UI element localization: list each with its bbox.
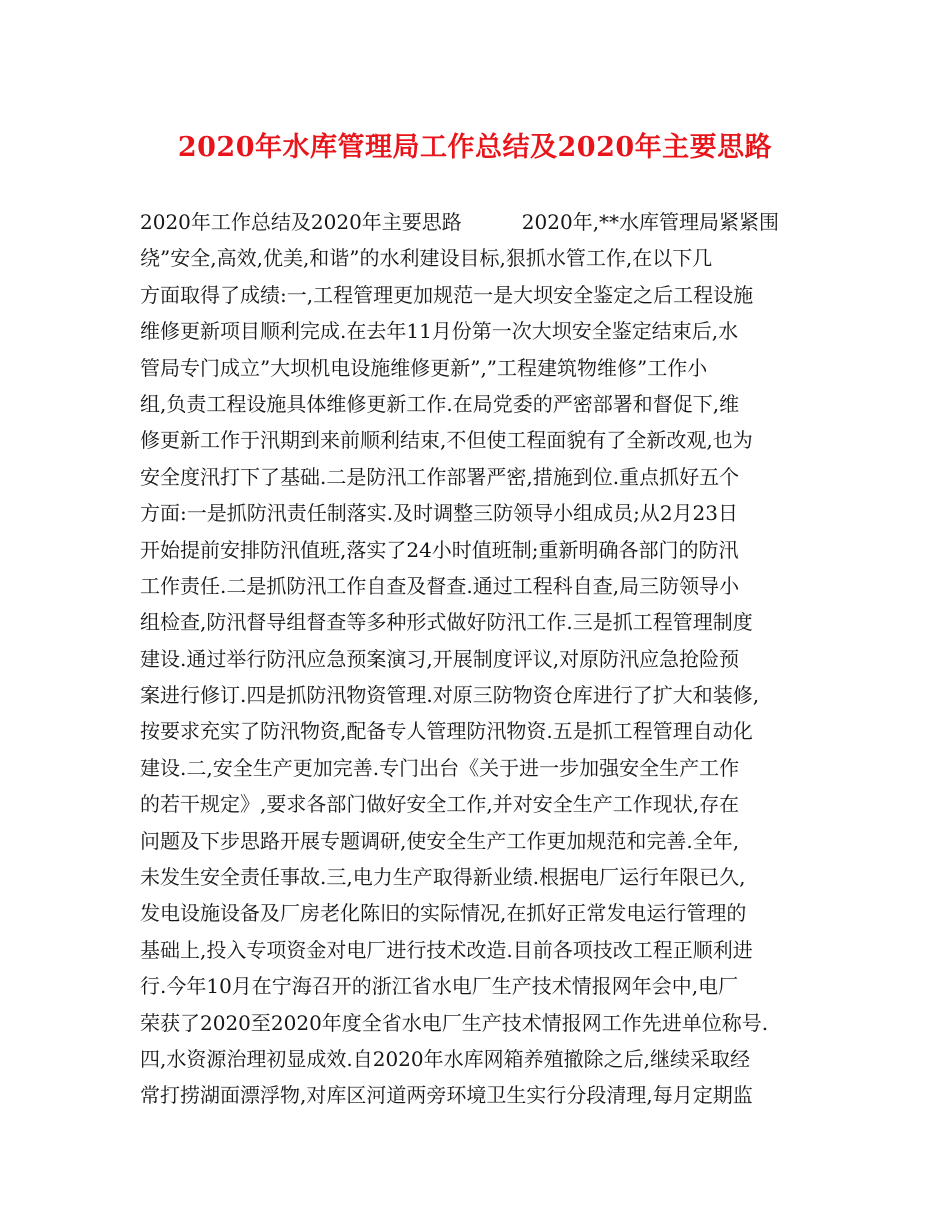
body-line: 行.今年10月在宁海召开的浙江省水电厂生产技术情报网年会中,电厂 (140, 974, 739, 999)
body-line: 方面:一是抓防汛责任制落实.及时调整三防领导小组成员;从2月23日 (140, 501, 739, 526)
body-line: 基础上,投入专项资金对电厂进行技术改造.目前各项技改工程正顺利进 (140, 937, 753, 962)
document-body (140, 204, 820, 1114)
body-line: 四,水资源治理初显成效.自2020年水库网箱养殖撤除之后,继续采取经 (140, 1046, 750, 1071)
body-line: 组检查,防汛督导组督查等多种形式做好防汛工作.三是抓工程管理制度 (140, 610, 753, 635)
body-line: 安全度汛打下了基础.二是防汛工作部署严密,措施到位.重点抓好五个 (140, 464, 740, 489)
body-line: 荣获了2020至2020年度全省水电厂生产技术情报网工作先进单位称号. (140, 1010, 769, 1035)
body-line: 未发生安全责任事故.三,电力生产取得新业绩.根据电厂运行年限已久, (140, 865, 746, 890)
document-title: 2020年水库管理局工作总结及2020年主要思路 (177, 132, 773, 163)
body-line: 维修更新项目顺利完成.在去年11月份第一次大坝安全鉴定结束后,水 (140, 319, 739, 344)
body-line: 按要求充实了防汛物资,配备专人管理防汛物资.五是抓工程管理自动化 (140, 719, 753, 744)
body-line: 的若干规定》,要求各部门做好安全工作,并对安全生产工作现状,存在 (140, 792, 740, 817)
body-line: 管局专门成立”大坝机电设施维修更新”,”工程建筑物维修”工作小 (140, 355, 708, 380)
body-line: 工作责任.二是抓防汛工作自查及督查.通过工程科自查,局三防领导小 (140, 573, 740, 598)
body-line: 绕”安全,高效,优美,和谐”的水利建设目标,狠抓水管工作,在以下几 (140, 246, 713, 271)
body-line: 建设.二,安全生产更加完善.专门出台《关于进一步加强安全生产工作 (140, 755, 740, 780)
body-line: 开始提前安排防汛值班,落实了24小时值班制;重新明确各部门的防汛 (140, 537, 739, 562)
body-line: 发电设施设备及厂房老化陈旧的实际情况,在抓好正常发电运行管理的 (140, 901, 747, 926)
body-line: 方面取得了成绩:一,工程管理更加规范一是大坝安全鉴定之后工程设施 (140, 282, 754, 307)
body-line: 问题及下步思路开展专题调研,使安全生产工作更加规范和完善.全年, (140, 828, 740, 853)
body-line: 2020年工作总结及2020年主要思路 2020年,**水库管理局紧紧围 (140, 210, 780, 234)
body-line: 常打捞湖面漂浮物,对库区河道两旁环境卫生实行分段清理,每月定期监 (140, 1083, 753, 1108)
body-line: 修更新工作于汛期到来前顺利结束,不但使工程面貌有了全新改观,也为 (140, 428, 753, 453)
body-line: 案进行修订.四是抓防汛物资管理.对原三防物资仓库进行了扩大和装修, (140, 683, 760, 708)
body-line: 组,负责工程设施具体维修更新工作.在局党委的严密部署和督促下,维 (140, 391, 740, 416)
body-line: 建设.通过举行防汛应急预案演习,开展制度评议,对原防汛应急抢险预 (140, 646, 740, 671)
